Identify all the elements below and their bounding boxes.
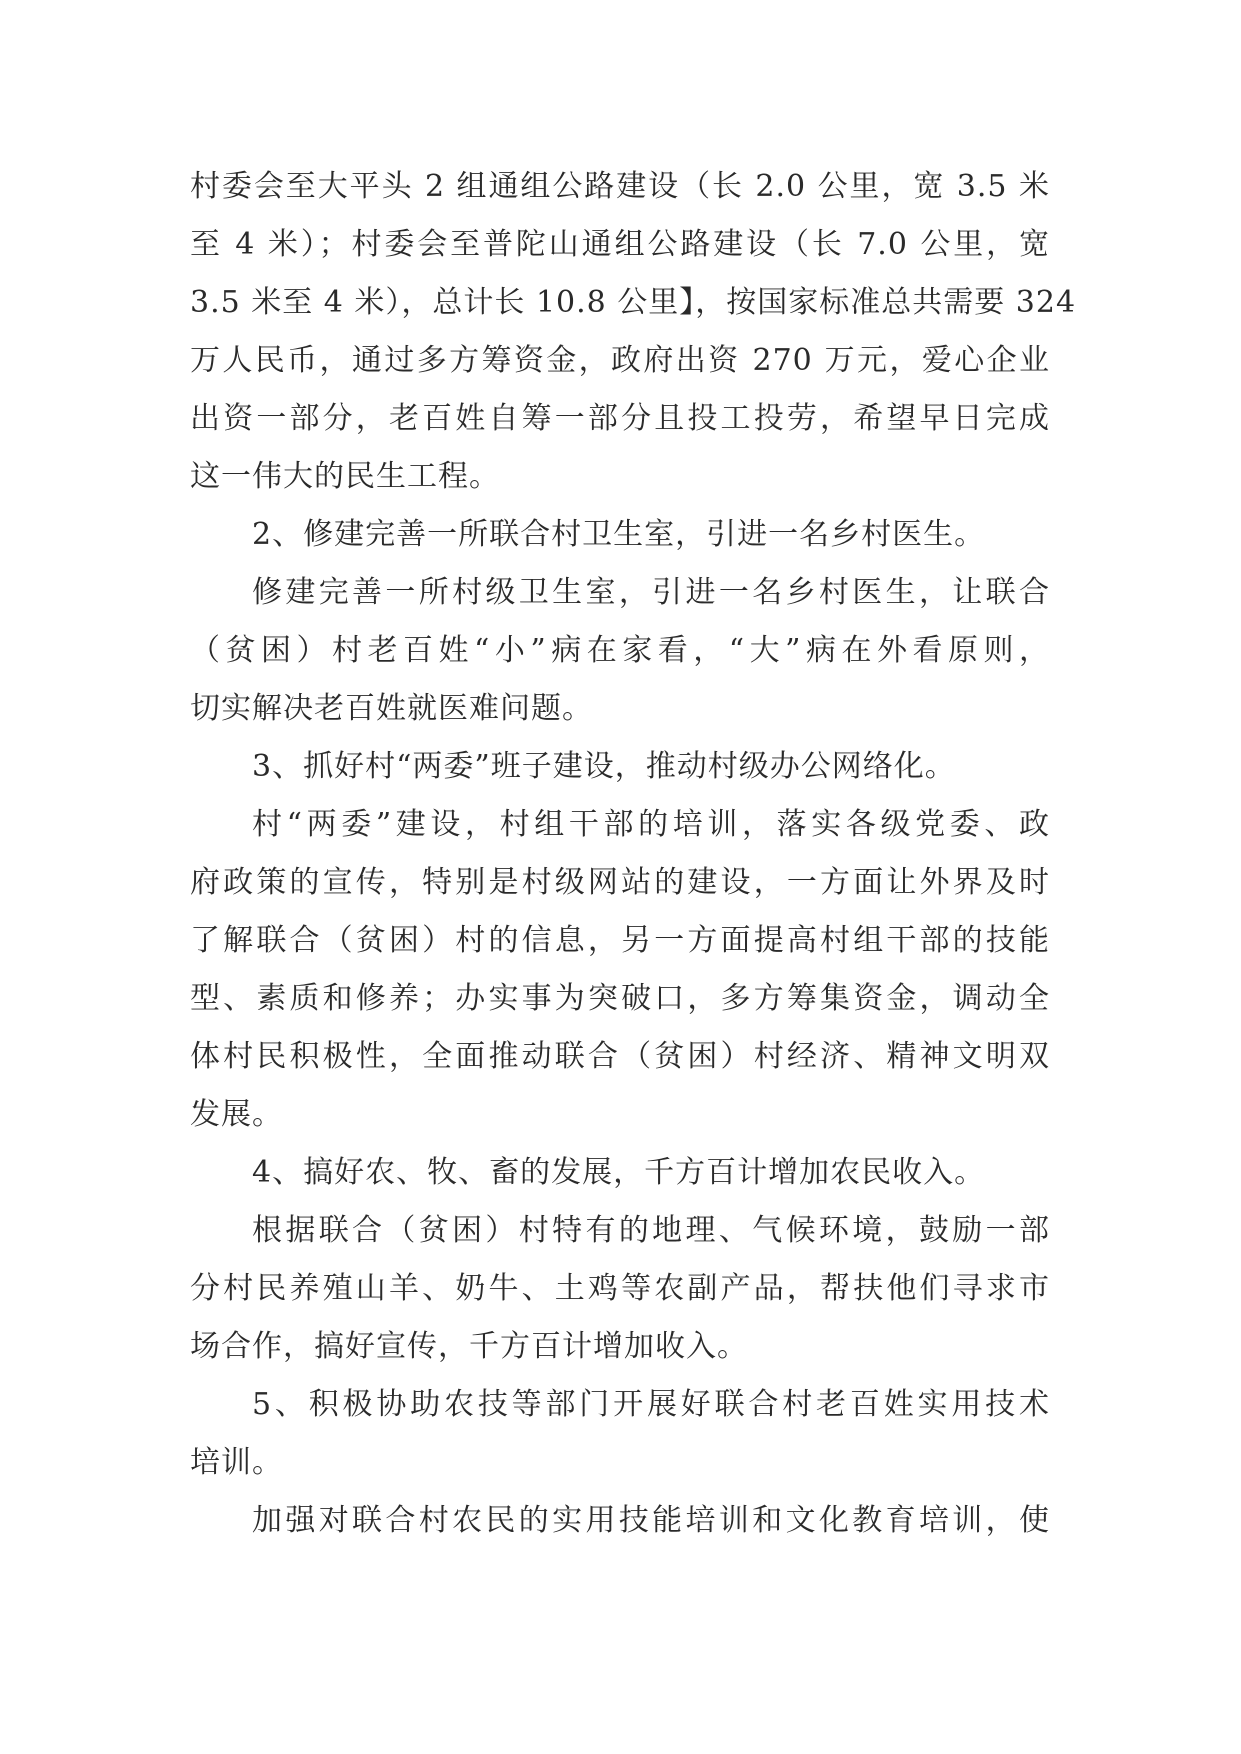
text-line: 3、抓好村“两委”班子建设，推动村级办公网络化。 xyxy=(252,749,956,784)
text-line: 修建完善一所村级卫生室，引进一名乡村医生，让联合 xyxy=(252,575,1050,610)
text-line: 根据联合（贫困）村特有的地理、气候环境，鼓励一部 xyxy=(252,1213,1050,1248)
text-line: 2、修建完善一所联合村卫生室，引进一名乡村医生。 xyxy=(252,517,986,552)
text-line: 切实解决老百姓就医难问题。 xyxy=(190,691,593,726)
text-line: 府政策的宣传，特别是村级网站的建设，一方面让外界及时 xyxy=(190,865,1050,900)
text-line: 场合作，搞好宣传，千方百计增加收入。 xyxy=(190,1329,748,1364)
text-line: 至 4 米）；村委会至普陀山通组公路建设（长 7.0 公里，宽 xyxy=(190,227,1050,262)
text-line: 5、积极协助农技等部门开展好联合村老百姓实用技术 xyxy=(252,1387,1050,1422)
text-line: 村委会至大平头 2 组通组公路建设（长 2.0 公里，宽 3.5 米 xyxy=(190,169,1050,204)
text-line: 这一伟大的民生工程。 xyxy=(190,459,500,494)
text-line: 3.5 米至 4 米），总计长 10.8 公里】，按国家标准总共需要 324 xyxy=(190,285,1077,320)
text-line: 了解联合（贫困）村的信息，另一方面提高村组干部的技能 xyxy=(190,923,1050,958)
text-line: 型、素质和修养；办实事为突破口，多方筹集资金，调动全 xyxy=(190,981,1050,1016)
text-line: 培训。 xyxy=(190,1445,283,1480)
text-line: 加强对联合村农民的实用技能培训和文化教育培训，使 xyxy=(252,1503,1050,1538)
text-line: 村“两委”建设，村组干部的培训，落实各级党委、政 xyxy=(252,807,1050,842)
text-line: 4、搞好农、牧、畜的发展，千方百计增加农民收入。 xyxy=(252,1155,986,1190)
document-body xyxy=(190,158,1077,1550)
text-line: （贫困）村老百姓“小”病在家看，“大”病在外看原则， xyxy=(190,633,1050,668)
text-line: 万人民币，通过多方筹资金，政府出资 270 万元，爱心企业 xyxy=(190,343,1050,378)
text-line: 分村民养殖山羊、奶牛、土鸡等农副产品，帮扶他们寻求市 xyxy=(190,1271,1050,1306)
text-line: 发展。 xyxy=(190,1097,283,1132)
text-line: 体村民积极性，全面推动联合（贫困）村经济、精神文明双 xyxy=(190,1039,1050,1074)
text-line: 出资一部分，老百姓自筹一部分且投工投劳，希望早日完成 xyxy=(190,401,1050,436)
